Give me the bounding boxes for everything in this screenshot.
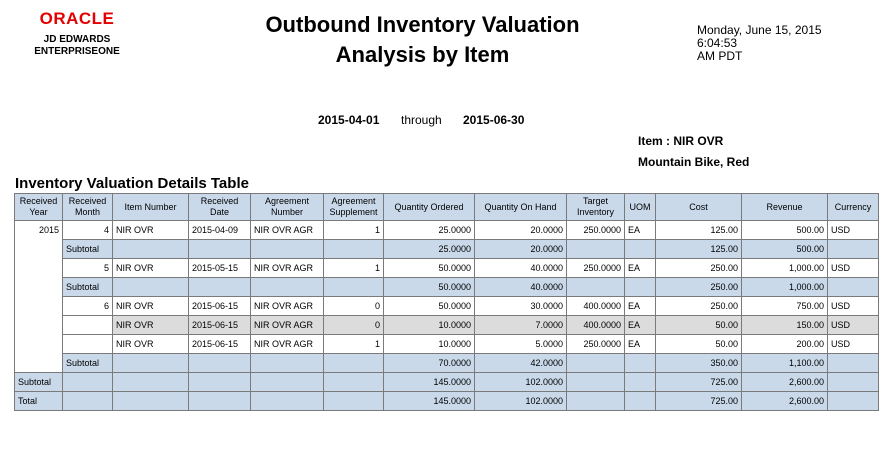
cell-item-number: NIR OVR [113, 297, 189, 316]
cell-agreement-supplement: 1 [324, 259, 384, 278]
cell-agreement-number [251, 240, 324, 259]
header-revenue: Revenue [742, 194, 828, 221]
cell-cost: 250.00 [656, 297, 742, 316]
header-quantity-on-hand: Quantity On Hand [475, 194, 567, 221]
cell-quantity-ordered: 50.0000 [384, 278, 475, 297]
cell-cost: 50.00 [656, 335, 742, 354]
cell-target-inventory: 400.0000 [567, 297, 625, 316]
header-item-number: Item Number [113, 194, 189, 221]
cell-item-number: NIR OVR [113, 221, 189, 240]
header-cost: Cost [656, 194, 742, 221]
cell-target-inventory [567, 392, 625, 411]
header-received-year: Received Year [15, 194, 63, 221]
cell-quantity-on-hand: 102.0000 [475, 392, 567, 411]
report-title-line2: Analysis by Item [335, 42, 510, 67]
cell-subtotal-label: Subtotal [63, 240, 113, 259]
cell-month [63, 373, 113, 392]
header-target-inventory: Target Inventory [567, 194, 625, 221]
report-title [220, 10, 625, 70]
total-row [15, 392, 879, 411]
cell-subtotal-label: Subtotal [63, 278, 113, 297]
header-uom: UOM [625, 194, 656, 221]
cell-cost: 350.00 [656, 354, 742, 373]
cell-received-date: 2015-04-09 [189, 221, 251, 240]
cell-year [15, 259, 63, 278]
table-row [15, 221, 879, 240]
cell-agreement-supplement [324, 354, 384, 373]
cell-year [15, 316, 63, 335]
cell-year: 2015 [15, 221, 63, 240]
date-range-to: 2015-06-30 [463, 113, 525, 127]
header-agreement-supplement: Agreement Supplement [324, 194, 384, 221]
cell-target-inventory [567, 354, 625, 373]
cell-year [15, 297, 63, 316]
cell-quantity-on-hand: 40.0000 [475, 259, 567, 278]
cell-uom [625, 240, 656, 259]
cell-agreement-number: NIR OVR AGR [251, 297, 324, 316]
cell-currency [828, 240, 879, 259]
cell-item-number [113, 392, 189, 411]
cell-received-date: 2015-06-15 [189, 316, 251, 335]
cell-agreement-supplement: 1 [324, 335, 384, 354]
table-row [15, 297, 879, 316]
cell-year [15, 278, 63, 297]
cell-item-number: NIR OVR [113, 316, 189, 335]
cell-month [63, 392, 113, 411]
cell-revenue: 750.00 [742, 297, 828, 316]
cell-cost: 125.00 [656, 221, 742, 240]
cell-cost: 725.00 [656, 392, 742, 411]
cell-month: 5 [63, 259, 113, 278]
cell-agreement-supplement: 1 [324, 221, 384, 240]
cell-agreement-supplement: 0 [324, 297, 384, 316]
cell-uom [625, 278, 656, 297]
table-row [15, 335, 879, 354]
cell-currency: USD [828, 297, 879, 316]
header-quantity-ordered: Quantity Ordered [384, 194, 475, 221]
cell-quantity-ordered: 10.0000 [384, 335, 475, 354]
cell-agreement-supplement [324, 278, 384, 297]
cell-received-date [189, 392, 251, 411]
inventory-valuation-table [14, 193, 879, 411]
cell-total-label: Total [15, 392, 63, 411]
cell-agreement-number [251, 278, 324, 297]
cell-uom [625, 392, 656, 411]
cell-quantity-on-hand: 7.0000 [475, 316, 567, 335]
cell-item-number: NIR OVR [113, 259, 189, 278]
cell-currency [828, 392, 879, 411]
subtotal-row [15, 278, 879, 297]
cell-cost: 50.00 [656, 316, 742, 335]
cell-quantity-ordered: 25.0000 [384, 221, 475, 240]
cell-subtotal-label: Subtotal [63, 354, 113, 373]
cell-year [15, 240, 63, 259]
table-header-row [15, 194, 879, 221]
cell-uom: EA [625, 221, 656, 240]
subtotal-row [15, 354, 879, 373]
cell-revenue: 500.00 [742, 221, 828, 240]
cell-target-inventory: 250.0000 [567, 335, 625, 354]
cell-quantity-ordered: 70.0000 [384, 354, 475, 373]
date-range-from: 2015-04-01 [318, 113, 380, 127]
cell-agreement-supplement [324, 392, 384, 411]
cell-target-inventory: 400.0000 [567, 316, 625, 335]
cell-currency: USD [828, 316, 879, 335]
cell-target-inventory [567, 373, 625, 392]
header-currency: Currency [828, 194, 879, 221]
table-title: Inventory Valuation Details Table [15, 175, 249, 192]
cell-agreement-number: NIR OVR AGR [251, 259, 324, 278]
cell-target-inventory: 250.0000 [567, 259, 625, 278]
cell-received-date [189, 240, 251, 259]
report-timestamp [697, 24, 847, 63]
cell-month: 6 [63, 297, 113, 316]
cell-year [15, 354, 63, 373]
cell-currency: USD [828, 221, 879, 240]
logo-enterpriseone-text: ENTERPRISEONE [34, 46, 120, 57]
oracle-jde-logo [22, 10, 132, 58]
cell-currency [828, 354, 879, 373]
cell-quantity-on-hand: 42.0000 [475, 354, 567, 373]
cell-quantity-on-hand: 20.0000 [475, 221, 567, 240]
cell-quantity-ordered: 10.0000 [384, 316, 475, 335]
cell-received-date [189, 354, 251, 373]
cell-target-inventory: 250.0000 [567, 221, 625, 240]
cell-received-date [189, 373, 251, 392]
cell-uom: EA [625, 316, 656, 335]
cell-year-subtotal-label: Subtotal [15, 373, 63, 392]
cell-currency: USD [828, 259, 879, 278]
date-range-through: through [401, 113, 442, 127]
year-subtotal-row [15, 373, 879, 392]
cell-revenue: 2,600.00 [742, 373, 828, 392]
cell-agreement-number [251, 392, 324, 411]
cell-agreement-number: NIR OVR AGR [251, 335, 324, 354]
cell-cost: 250.00 [656, 278, 742, 297]
cell-target-inventory [567, 240, 625, 259]
cell-quantity-ordered: 25.0000 [384, 240, 475, 259]
cell-quantity-ordered: 50.0000 [384, 259, 475, 278]
cell-year [15, 335, 63, 354]
cell-received-date: 2015-06-15 [189, 335, 251, 354]
cell-quantity-on-hand: 102.0000 [475, 373, 567, 392]
header-received-month: Received Month [63, 194, 113, 221]
cell-uom: EA [625, 297, 656, 316]
header-agreement-number: Agreement Number [251, 194, 324, 221]
table-row [15, 259, 879, 278]
cell-item-number [113, 354, 189, 373]
cell-uom [625, 354, 656, 373]
cell-revenue: 500.00 [742, 240, 828, 259]
cell-revenue: 1,100.00 [742, 354, 828, 373]
cell-cost: 250.00 [656, 259, 742, 278]
cell-received-date: 2015-05-15 [189, 259, 251, 278]
cell-agreement-supplement [324, 240, 384, 259]
cell-agreement-number: NIR OVR AGR [251, 221, 324, 240]
cell-revenue: 1,000.00 [742, 259, 828, 278]
cell-revenue: 200.00 [742, 335, 828, 354]
table-row [15, 316, 879, 335]
cell-revenue: 150.00 [742, 316, 828, 335]
cell-agreement-supplement [324, 373, 384, 392]
item-description: Mountain Bike, Red [638, 155, 750, 169]
report-timestamp-line2: AM PDT [697, 49, 743, 63]
cell-uom [625, 373, 656, 392]
header-received-date: Received Date [189, 194, 251, 221]
cell-received-date: 2015-06-15 [189, 297, 251, 316]
subtotal-row [15, 240, 879, 259]
cell-currency [828, 373, 879, 392]
cell-revenue: 2,600.00 [742, 392, 828, 411]
cell-agreement-supplement: 0 [324, 316, 384, 335]
cell-quantity-on-hand: 20.0000 [475, 240, 567, 259]
cell-month [63, 316, 113, 335]
cell-target-inventory [567, 278, 625, 297]
report-timestamp-line1: Monday, June 15, 2015 6:04:53 [697, 23, 822, 50]
cell-quantity-on-hand: 30.0000 [475, 297, 567, 316]
cell-quantity-ordered: 145.0000 [384, 373, 475, 392]
report-title-line1: Outbound Inventory Valuation [265, 12, 580, 37]
cell-month: 4 [63, 221, 113, 240]
cell-uom: EA [625, 259, 656, 278]
cell-uom: EA [625, 335, 656, 354]
cell-quantity-ordered: 145.0000 [384, 392, 475, 411]
cell-quantity-on-hand: 5.0000 [475, 335, 567, 354]
cell-item-number [113, 278, 189, 297]
logo-jde-text: JD EDWARDS [43, 34, 111, 45]
cell-item-number: NIR OVR [113, 335, 189, 354]
cell-month [63, 335, 113, 354]
cell-agreement-number [251, 354, 324, 373]
cell-cost: 125.00 [656, 240, 742, 259]
cell-item-number [113, 240, 189, 259]
cell-quantity-on-hand: 40.0000 [475, 278, 567, 297]
cell-item-number [113, 373, 189, 392]
item-label: Item : NIR OVR [638, 134, 724, 148]
cell-currency: USD [828, 335, 879, 354]
cell-agreement-number [251, 373, 324, 392]
logo-oracle-text: ORACLE [39, 9, 115, 28]
cell-revenue: 1,000.00 [742, 278, 828, 297]
cell-received-date [189, 278, 251, 297]
cell-agreement-number: NIR OVR AGR [251, 316, 324, 335]
cell-currency [828, 278, 879, 297]
cell-cost: 725.00 [656, 373, 742, 392]
cell-quantity-ordered: 50.0000 [384, 297, 475, 316]
